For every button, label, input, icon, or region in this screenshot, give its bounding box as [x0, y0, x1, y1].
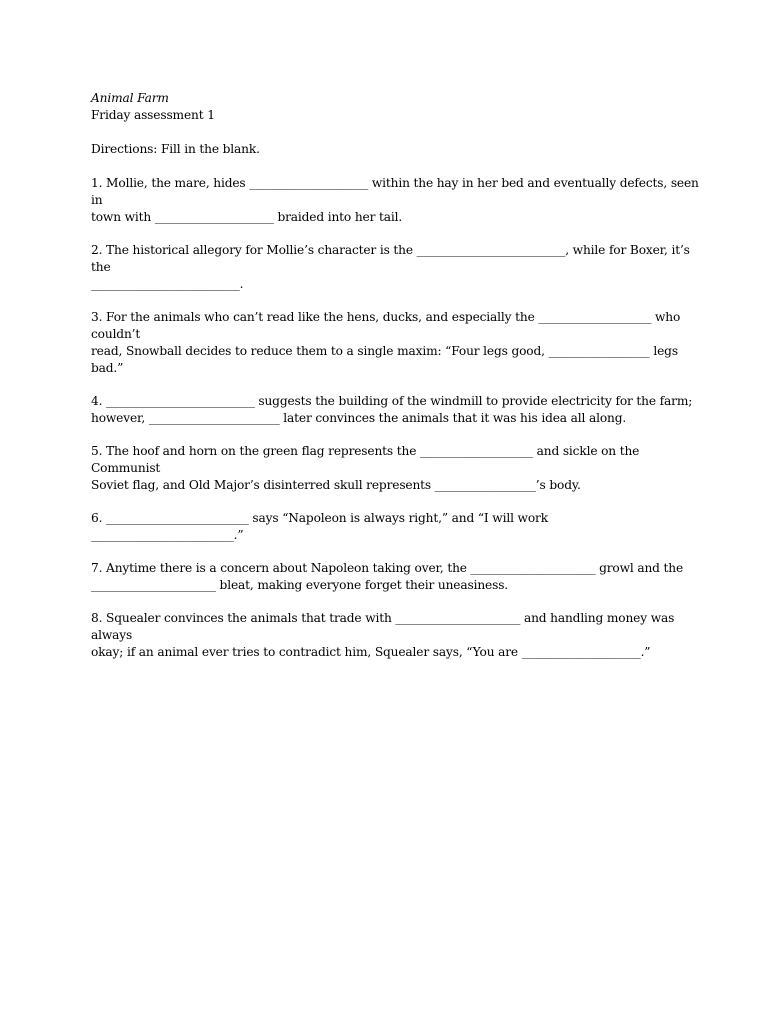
question-line: 1. Mollie, the mare, hides ____________________ within the hay in her bed and eventually defects, seen in: [91, 176, 699, 207]
question-line: 8. Squealer convinces the animals that trade with _____________________ and handling money was always: [91, 611, 675, 642]
question-7: [91, 560, 703, 594]
question-2: [91, 242, 703, 293]
question-line: _____________________ bleat, making everyone forget their uneasiness.: [91, 578, 509, 592]
directions-text: Directions: Fill in the blank.: [91, 142, 260, 156]
question-line: 6. ________________________ says “Napoleon is always right,” and “I will work ________________________.”: [91, 511, 548, 542]
question-line: _________________________.: [91, 277, 244, 291]
question-line: 5. The hoof and horn on the green flag represents the ___________________ and sickle on the Communist: [91, 444, 640, 475]
question-5: [91, 443, 703, 494]
document-subtitle: Friday assessment 1: [91, 108, 215, 122]
question-line: 2. The historical allegory for Mollie’s character is the _________________________, while for Boxer, it’s the: [91, 243, 690, 274]
question-8: [91, 610, 703, 661]
question-line: 3. For the animals who can’t read like the hens, ducks, and especially the ___________________ who couldn’t: [91, 310, 681, 341]
question-line: Soviet flag, and Old Major’s disinterred skull represents _________________’s body.: [91, 478, 581, 492]
question-line: okay; if an animal ever tries to contradict him, Squealer says, “You are ____________________.”: [91, 645, 651, 659]
question-4: [91, 393, 703, 427]
question-line: however, ______________________ later convinces the animals that it was his idea all along.: [91, 411, 627, 425]
question-line: 7. Anytime there is a concern about Napoleon taking over, the _____________________ growl and the: [91, 561, 684, 575]
assessment-page: [91, 90, 703, 677]
question-line: town with ____________________ braided into her tail.: [91, 210, 403, 224]
document-title: Animal Farm: [91, 91, 169, 105]
question-3: [91, 309, 703, 377]
question-6: [91, 510, 703, 544]
question-line: read, Snowball decides to reduce them to a single maxim: “Four legs good, _________________ legs bad.”: [91, 344, 678, 375]
question-1: [91, 175, 703, 226]
question-line: 4. _________________________ suggests the building of the windmill to provide electricity for the farm;: [91, 394, 693, 408]
